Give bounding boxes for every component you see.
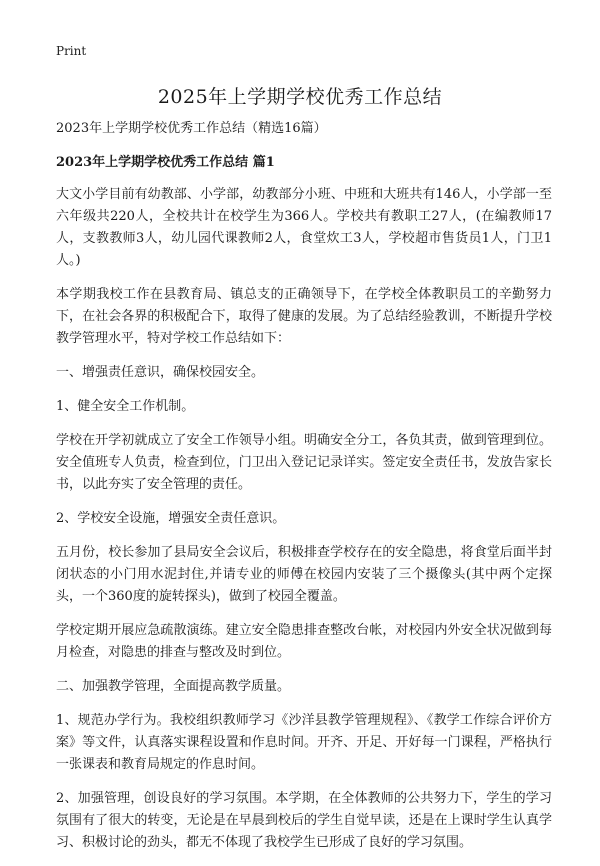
print-link[interactable]: Print [56,44,87,58]
section-title: 2023年上学期学校优秀工作总结 篇1 [56,155,275,170]
paragraph-learning-atmosphere: 2、加强管理，创设良好的学习氛围。本学期，在全体教师的公共努力下，学生的学习氛围有了很大的转变，无论是在早晨到校后的学生自觉早读，还是在上课时学生认真学习、积极讨论的劲头，都无不体现了我校学生已形成了良好的学习氛围。 [56,791,552,850]
paragraph-introduction: 本学期我校工作在县教育局、镇总支的正确领导下，在学校全体教职员工的辛勤努力下，在社会各界的积极配合下，取得了健康的发展。为了总结经验教训，不断提升学校教学管理水平，特对学校工作总结如下： [56,287,552,346]
paragraph-safety-mechanism: 学校在开学初就成立了安全工作领导小组。明确安全分工，各负其责，做到管理到位。安全值班专人负责，检查到位，门卫出入登记记录详实。签定安全责任书，发放告家长书，以此夯实了安全管理的责任。 [56,433,552,492]
paragraph-safety-facilities: 五月份，校长参加了县局安全会议后，积极排查学校存在的安全隐患，将食堂后面半封闭状态的小门用水泥封住,并请专业的师傅在校园内安装了三个摄像头(其中两个定探头，一个360度的旋转探头)，做到了校园全覆盖。 [56,545,552,604]
document-subtitle: 2023年上学期学校优秀工作总结（精选16篇） [56,121,327,136]
subheading-safety-facilities: 2、学校安全设施，增强安全责任意识。 [56,511,286,526]
paragraph-standardize-schooling: 1、规范办学行为。我校组织教师学习《沙洋县教学管理规程》、《教学工作综合评价方案》等文件，认真落实课程设置和作息时间。开齐、开足、开好每一门课程，严格执行一张课表和教育局规定的作息时间。 [56,713,552,772]
paragraph-emergency-drills: 学校定期开展应急疏散演练。建立安全隐患排查整改台帐，对校园内外安全状况做到每月检查，对隐患的排查与整改及时到位。 [56,623,552,660]
paragraph-school-overview: 大文小学目前有幼教部、小学部，幼教部分小班、中班和大班共有146人，小学部一至六年级共220人，全校共计在校学生为366人。学校共有教职工27人，(在编教师17人，支教教师3人，幼儿园代课教师2人，食堂炊工3人，学校超市售货员1人，门卫1人。) [56,187,552,268]
document-body [56,118,552,866]
subheading-safety-mechanism: 1、健全安全工作机制。 [56,399,195,414]
page-title: 2025年上学期学校优秀工作总结 [157,86,443,108]
heading-safety: 一、增强责任意识，确保校园安全。 [56,365,265,380]
heading-teaching-management: 二、加强教学管理，全面提高教学质量。 [56,679,291,694]
